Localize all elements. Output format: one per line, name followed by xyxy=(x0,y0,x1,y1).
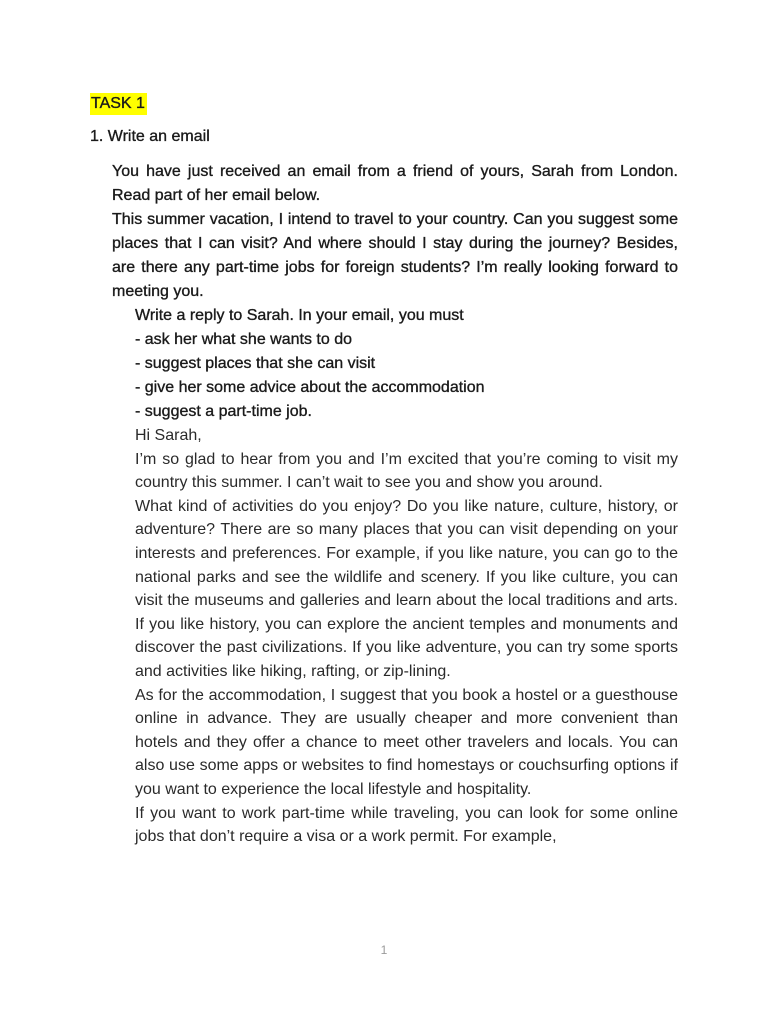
instruction-item: - ask her what she wants to do xyxy=(135,331,352,348)
letter-paragraph: What kind of activities do you enjoy? Do you like nature, culture, history, or adventure? There are so many places that you can visit depending on your interests and preferences. For example, if you like nature, you can go to the national parks and see the wildlife and scenery. If you like culture, you can visit the museums and galleries and learn about the local traditions and arts. If you like history, you can explore the ancient temples and monuments and discover the past civilizations. If you like adventure, you can try some sports and activities like hiking, rafting, or zip-lining. xyxy=(135,497,678,680)
task-label: TASK 1 xyxy=(90,93,147,115)
prompt-intro: You have just received an email from a friend of yours, Sarah from London. Read part of her email below. xyxy=(112,163,678,204)
instructions-heading: Write a reply to Sarah. In your email, you must xyxy=(135,307,464,324)
letter-paragraph: As for the accommodation, I suggest that you book a hostel or a guesthouse online in advance. They are usually cheaper and more convenient than hotels and they offer a chance to meet other travelers and locals. You can also use some apps or websites to find homestays or couchsurfing options if you want to experience the local lifestyle and hospitality. xyxy=(135,686,678,798)
letter-paragraph: If you want to work part-time while traveling, you can look for some online jobs that don’t require a visa or a work permit. For example, xyxy=(135,804,678,846)
instructions xyxy=(135,304,678,424)
instruction-item: - give her some advice about the accommodation xyxy=(135,379,485,396)
letter-greeting: Hi Sarah, xyxy=(135,427,202,444)
page-number: 1 xyxy=(380,943,388,957)
prompt-email-excerpt: This summer vacation, I intend to travel to your country. Can you suggest some places that I can visit? And where should I stay during the journey? Besides, are there any part-time jobs for foreign students? I’m really looking forward to meeting you. xyxy=(112,211,678,300)
reply-letter xyxy=(135,424,678,849)
task-prompt xyxy=(112,160,678,304)
section-title: 1. Write an email xyxy=(90,128,210,145)
instruction-item: - suggest a part-time job. xyxy=(135,403,312,420)
letter-paragraph: I’m so glad to hear from you and I’m excited that you’re coming to visit my country this summer. I can’t wait to see you and show you around. xyxy=(135,450,678,492)
instruction-item: - suggest places that she can visit xyxy=(135,355,376,372)
